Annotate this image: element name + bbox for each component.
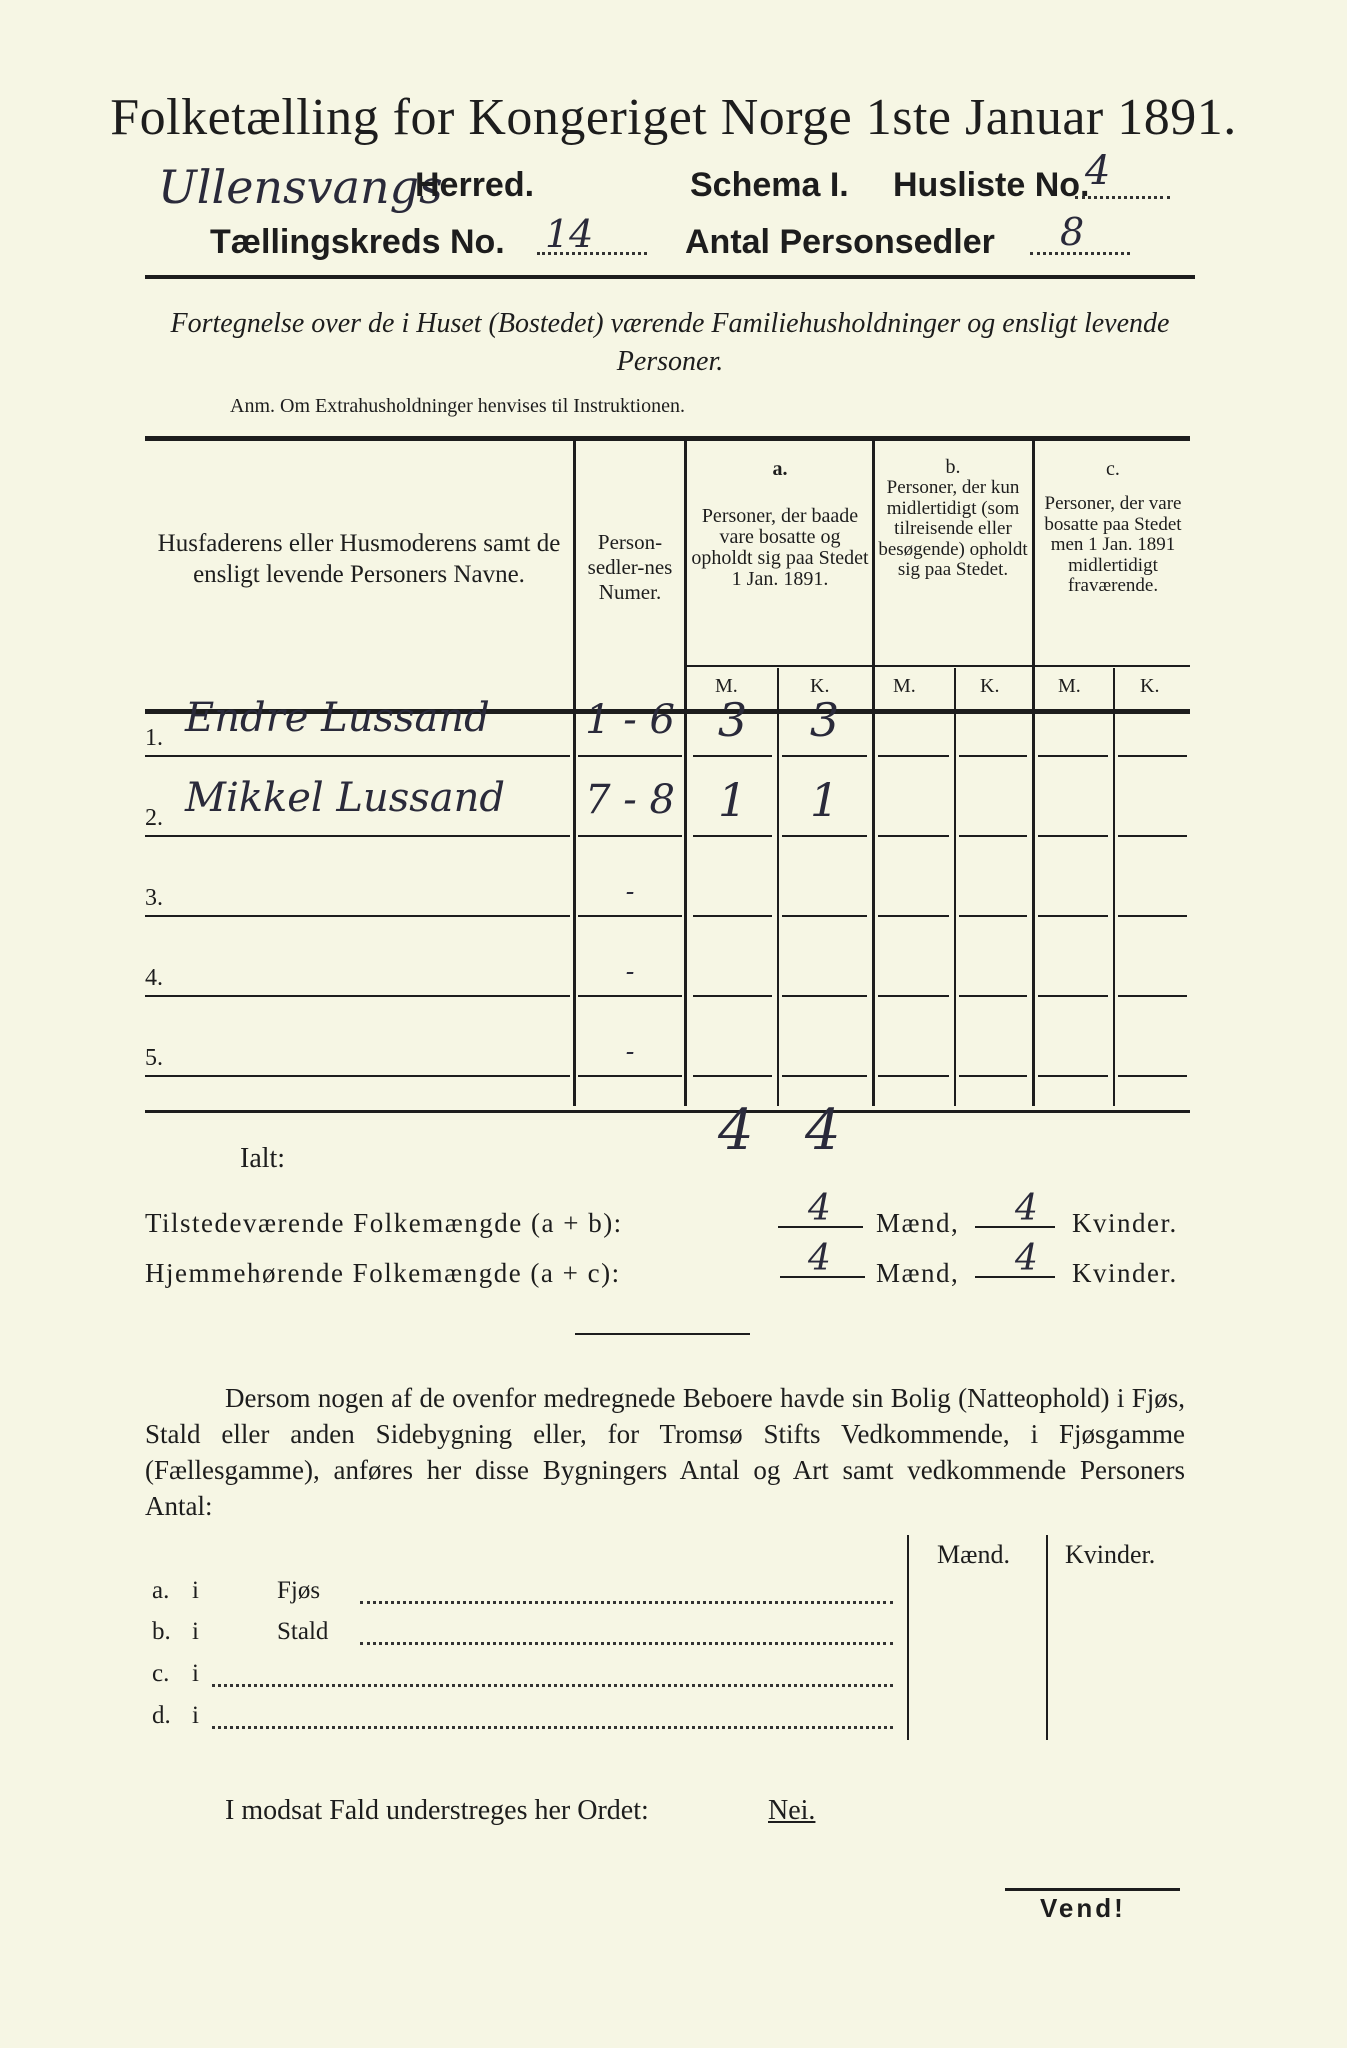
document-title: Folketælling for Kongeriget Norge 1ste Januar 1891. [110,89,1237,146]
antal-label: Antal Personsedler [685,223,995,261]
col-b-letter: b. [945,456,961,478]
building-letter: a. [152,1577,170,1604]
row-value-am: 1 [717,773,748,827]
row-line-num [578,1075,682,1077]
row-line-num [578,755,682,757]
row-line-ak [782,1075,867,1077]
row-line-ak [782,755,867,757]
antal-value: 8 [1060,210,1085,254]
row-line-am [693,995,772,997]
tilstede-kvinder: Kvinder. [1072,1208,1178,1238]
row-line-am [693,1075,772,1077]
building-letter: b. [152,1618,171,1645]
row-sedler: - [625,877,635,907]
vend-rule [1005,1888,1180,1891]
row-sedler: 1 - 6 [585,697,675,743]
building-label: Fjøs [277,1577,321,1604]
hjemme-label: Hjemmehørende Folkemængde (a + c): [145,1258,621,1288]
row-line-ck [1118,755,1187,757]
buildings-divider-2 [1046,1535,1048,1740]
row-value-am: 3 [717,693,748,747]
vend-text: Vend! [1040,1893,1126,1923]
husliste-label: Husliste No. [893,166,1090,204]
building-dotted-line [212,1684,893,1687]
tilstede-label: Tilstedeværende Folkemængde (a + b): [145,1208,623,1238]
row-sedler: - [625,1037,635,1067]
building-prep: i [192,1618,199,1645]
col-a-letter: a. [772,458,788,480]
col-divider-b-mk [954,668,956,1106]
building-dotted-line [212,1726,893,1729]
kreds-label: Tællingskreds No. [210,223,505,261]
row-name: Mikkel Lussand [185,775,505,821]
hjemme-k-value: 4 [1015,1238,1038,1279]
header-rule [145,275,1195,279]
row-line-cm [1038,755,1108,757]
building-label: Stald [277,1618,329,1645]
row-line-am [693,915,772,917]
b-k-label: K. [980,675,1000,697]
col-name-header: Husfaderens eller Husmoderens samt de ensligt levende Personers Navne. [157,530,561,588]
section-divider [575,1333,750,1335]
building-letter: c. [152,1660,170,1687]
buildings-divider-1 [907,1535,909,1740]
col-a-header: Personer, der baade vare bosatte og opholdt sig paa Stedet 1 Jan. 1891. [691,505,869,590]
row-line-ck [1118,995,1187,997]
building-prep: i [192,1660,199,1687]
row-line-name [145,915,570,917]
tilstede-m-value: 4 [808,1188,831,1229]
row-line-bk [959,1075,1027,1077]
tilstede-k-value: 4 [1015,1188,1038,1229]
ialt-m-value: 4 [718,1098,754,1163]
row-line-bm [878,915,949,917]
c-m-label: M. [1058,675,1081,697]
col-divider-c-mk [1113,668,1115,1106]
row-line-name [145,835,570,837]
row-value-ak: 1 [809,773,840,827]
row-line-name [145,1075,570,1077]
row-line-bm [878,835,949,837]
tilstede-maend: Mænd, [876,1208,960,1238]
row-line-name [145,755,570,757]
row-number: 1. [145,725,163,751]
row-number: 3. [145,885,163,911]
row-line-ck [1118,1075,1187,1077]
col-divider-num [684,441,687,1106]
husliste-value: 4 [1085,148,1111,194]
col-num-header: Person-sedler-nes Numer. [587,530,673,604]
a-m-label: M. [715,675,738,697]
row-line-bk [959,835,1027,837]
herred-label: Herred. [415,166,535,204]
col-b-header: Personer, der kun midlertidigt (som tilreisende eller besøgende) opholdt sig paa Stedet. [878,477,1028,580]
row-line-num [578,995,682,997]
col-divider-name [573,441,576,1106]
row-line-bk [959,995,1027,997]
row-line-name [145,995,570,997]
row-line-bm [878,755,949,757]
herred-value: Ullensvangs [158,160,443,214]
anm-note: Anm. Om Extrahusholdninger henvises til Instruktionen. [230,395,685,417]
schema-label: Schema I. [690,166,849,204]
row-line-bk [959,915,1027,917]
mk-header-rule [686,665,1190,667]
row-line-ak [782,995,867,997]
hjemme-m-value: 4 [808,1238,831,1279]
c-k-label: K. [1140,675,1160,697]
row-sedler: 7 - 8 [585,777,675,823]
row-line-cm [1038,835,1108,837]
kreds-value: 14 [545,212,594,256]
ialt-label: Ialt: [240,1143,286,1174]
b-m-label: M. [893,675,916,697]
row-line-cm [1038,1075,1108,1077]
nei-word: Nei. [768,1795,816,1826]
row-line-am [693,835,772,837]
row-number: 5. [145,1045,163,1071]
col-divider-a [872,441,875,1106]
table-bottom-rule [145,1110,1190,1113]
row-line-ck [1118,835,1187,837]
row-line-ck [1118,915,1187,917]
building-prep: i [192,1702,199,1729]
husliste-dotted-line [1075,196,1170,199]
building-letter: d. [152,1702,171,1729]
col-c-header: Personer, der vare bosatte paa Stedet men 1 Jan. 1891 midlertidigt fraværende. [1044,493,1182,596]
buildings-maend-header: Mænd. [937,1540,1010,1569]
row-line-ak [782,915,867,917]
row-line-am [693,755,772,757]
row-value-ak: 3 [809,693,840,747]
row-number: 2. [145,805,163,831]
row-line-bk [959,755,1027,757]
buildings-kvinder-header: Kvinder. [1065,1540,1156,1569]
hjemme-maend: Mænd, [876,1258,960,1288]
building-dotted-line [360,1642,893,1645]
sidebygning-paragraph: Dersom nogen af de ovenfor medregnede Beboere havde sin Bolig (Natteophold) i Fjøs, Stald eller anden Sidebygning eller, for Tromsø Stifts Vedkommende, i Fjøsgamme (Fællesgamme), anføres her disse Bygningers Antal og Art samt vedkommende Personers Antal: [145,1383,1185,1521]
row-sedler: - [625,957,635,987]
hjemme-kvinder: Kvinder. [1072,1258,1178,1288]
row-line-cm [1038,915,1108,917]
row-line-ak [782,835,867,837]
a-k-label: K. [810,675,830,697]
col-c-letter: c. [1106,458,1120,480]
row-line-bm [878,1075,949,1077]
intro-text: Fortegnelse over de i Huset (Bostedet) værende Familiehusholdninger og ensligt levende Personer. [170,308,1170,377]
row-line-bm [878,995,949,997]
row-number: 4. [145,965,163,991]
row-line-cm [1038,995,1108,997]
modsat-text: I modsat Fald understreges her Ordet: [225,1795,649,1826]
ialt-k-value: 4 [805,1098,841,1163]
row-line-num [578,835,682,837]
building-dotted-line [360,1601,893,1604]
row-line-num [578,915,682,917]
building-prep: i [192,1577,199,1604]
col-divider-b [1032,441,1035,1106]
row-name: Endre Lussand [185,695,490,741]
